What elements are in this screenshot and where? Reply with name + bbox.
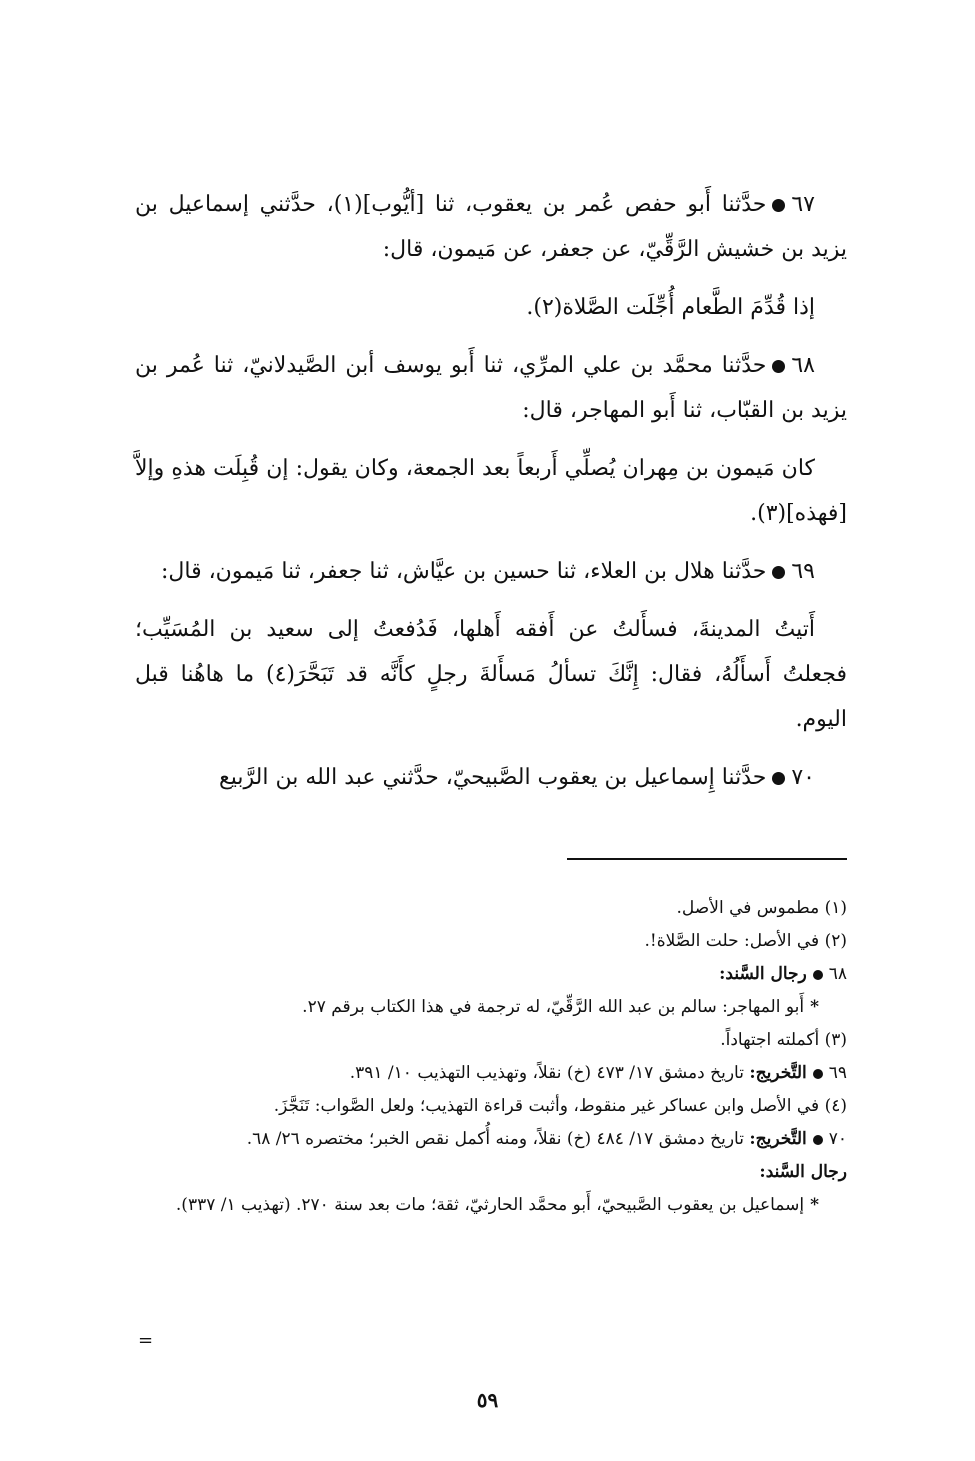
footnote-1: (١) مطموس في الأصل. [676, 898, 847, 918]
footnote-divider [567, 858, 847, 860]
isnad-text: حدَّثنا أَبو حفص عُمر بن يعقوب، ثنا [أيُّوب](١)، حدَّثني إسماعيل بن يزيد بن خشيش الرَّقِّيّ، عن جعفر، عن مَيمون، قال: [135, 192, 847, 262]
footnotes [135, 892, 847, 1222]
bullet-dot-icon [813, 1135, 823, 1145]
rijal-70-item [135, 1189, 847, 1222]
hadith-70 [135, 755, 847, 800]
note-number: ٦٨ [828, 964, 847, 984]
rijal-68-item [135, 991, 847, 1024]
bullet-dot-icon [813, 970, 823, 980]
note-number: ٦٩ [828, 1063, 847, 1083]
rijal-68-heading [135, 958, 847, 991]
hadith-67-matn: إذا قُدِّمَ الطَّعام أُجِّلَت الصَّلاة(٢). [526, 295, 815, 320]
continuation-mark: = [138, 1330, 154, 1351]
main-text [135, 182, 847, 813]
takhrij-text: تاريخ دمشق ١٧/ ٤٧٣ (خ) نقلاً، وتهذيب التهذيب ١٠/ ٣٩١. [349, 1063, 744, 1083]
hadith-68-matn: كان مَيمون بن مِهران يُصلِّي أَربعاً بعد الجمعة، وكان يقول: إن قُبِلَت هذهِ وإلاَّ [فهذه](٣). [135, 456, 847, 526]
bullet-dot-icon [813, 1069, 823, 1079]
isnad-text: حدَّثنا محمَّد بن علي المرِّي، ثنا أَبو يوسف أبن الصَّيدلانيّ، ثنا عُمر بن يزيد بن القبّاب، ثنا أَبو المهاجر، قال: [135, 353, 847, 423]
rijal-text: إسماعيل بن يعقوب الصَّبيحيّ، أَبو محمَّد الحارثيّ، ثقة؛ مات بعد سنة ٢٧٠. (تهذيب ١/ ٣٣٧). [175, 1195, 805, 1215]
takhrij-label: التَّخريج: [749, 1063, 807, 1083]
hadith-number: ٦٧ [791, 192, 815, 217]
takhrij-69 [135, 1057, 847, 1090]
bullet-dot-icon [772, 360, 785, 373]
hadith-number: ٦٩ [791, 559, 815, 584]
takhrij-text: تاريخ دمشق ١٧/ ٤٨٤ (خ) نقلاً، ومنه أُكمل نقص الخبر؛ مختصره ٢٦/ ٦٨. [246, 1129, 744, 1149]
takhrij-label: التَّخريج: [749, 1129, 807, 1149]
rijal-text: أَبو المهاجر: سالم بن عبد الله الرَّقِّيّ، له ترجمة في هذا الكتاب برقم ٢٧. [302, 997, 805, 1017]
isnad-text: حدَّثنا إِسماعيل بن يعقوب الصَّبيحيّ، حدَّثني عبد الله بن الرَّبيع [219, 765, 767, 790]
bullet-dot-icon [772, 199, 785, 212]
hadith-number: ٧٠ [791, 765, 815, 790]
hadith-69-matn: أَتيتُ المدينةَ، فسأَلتُ عن أَفقه أَهلها، فَدُفعتُ إلى سعيد بن المُسَيِّب؛ فجعلتُ أَسأَلُهُ، فقال: إِنَّكَ تسألُ مَسأَلةَ رجلٍ كأَنَّه قد تَبَحَّرَ(٤) ما هاهُنا قبل اليوم. [135, 617, 847, 732]
rijal-label: رجال السَّند: [719, 964, 807, 984]
rijal-70-heading: رجال السَّند: [759, 1162, 847, 1182]
footnote-4: (٤) في الأصل وابن عساكر غير منقوط، وأثبت قراءة التهذيب؛ ولعل الصَّواب: تَنَجَّزَ. [273, 1096, 847, 1116]
asterisk-icon: * [810, 997, 819, 1017]
hadith-67 [135, 182, 847, 272]
note-number: ٧٠ [828, 1129, 847, 1149]
takhrij-70 [135, 1123, 847, 1156]
hadith-number: ٦٨ [791, 353, 815, 378]
hadith-68 [135, 343, 847, 433]
bullet-dot-icon [772, 772, 785, 785]
bullet-dot-icon [772, 566, 785, 579]
footnote-3: (٣) أكملته اجتهاداً. [720, 1030, 847, 1050]
asterisk-icon: * [810, 1195, 819, 1215]
hadith-69 [135, 549, 847, 594]
page-number: ٥٩ [476, 1388, 499, 1412]
isnad-text: حدَّثنا هلال بن العلاء، ثنا حسين بن عيَّاش، ثنا جعفر، ثنا مَيمون، قال: [160, 559, 767, 584]
footnote-2: (٢) في الأصل: حلت الصَّلاة!. [644, 931, 847, 951]
